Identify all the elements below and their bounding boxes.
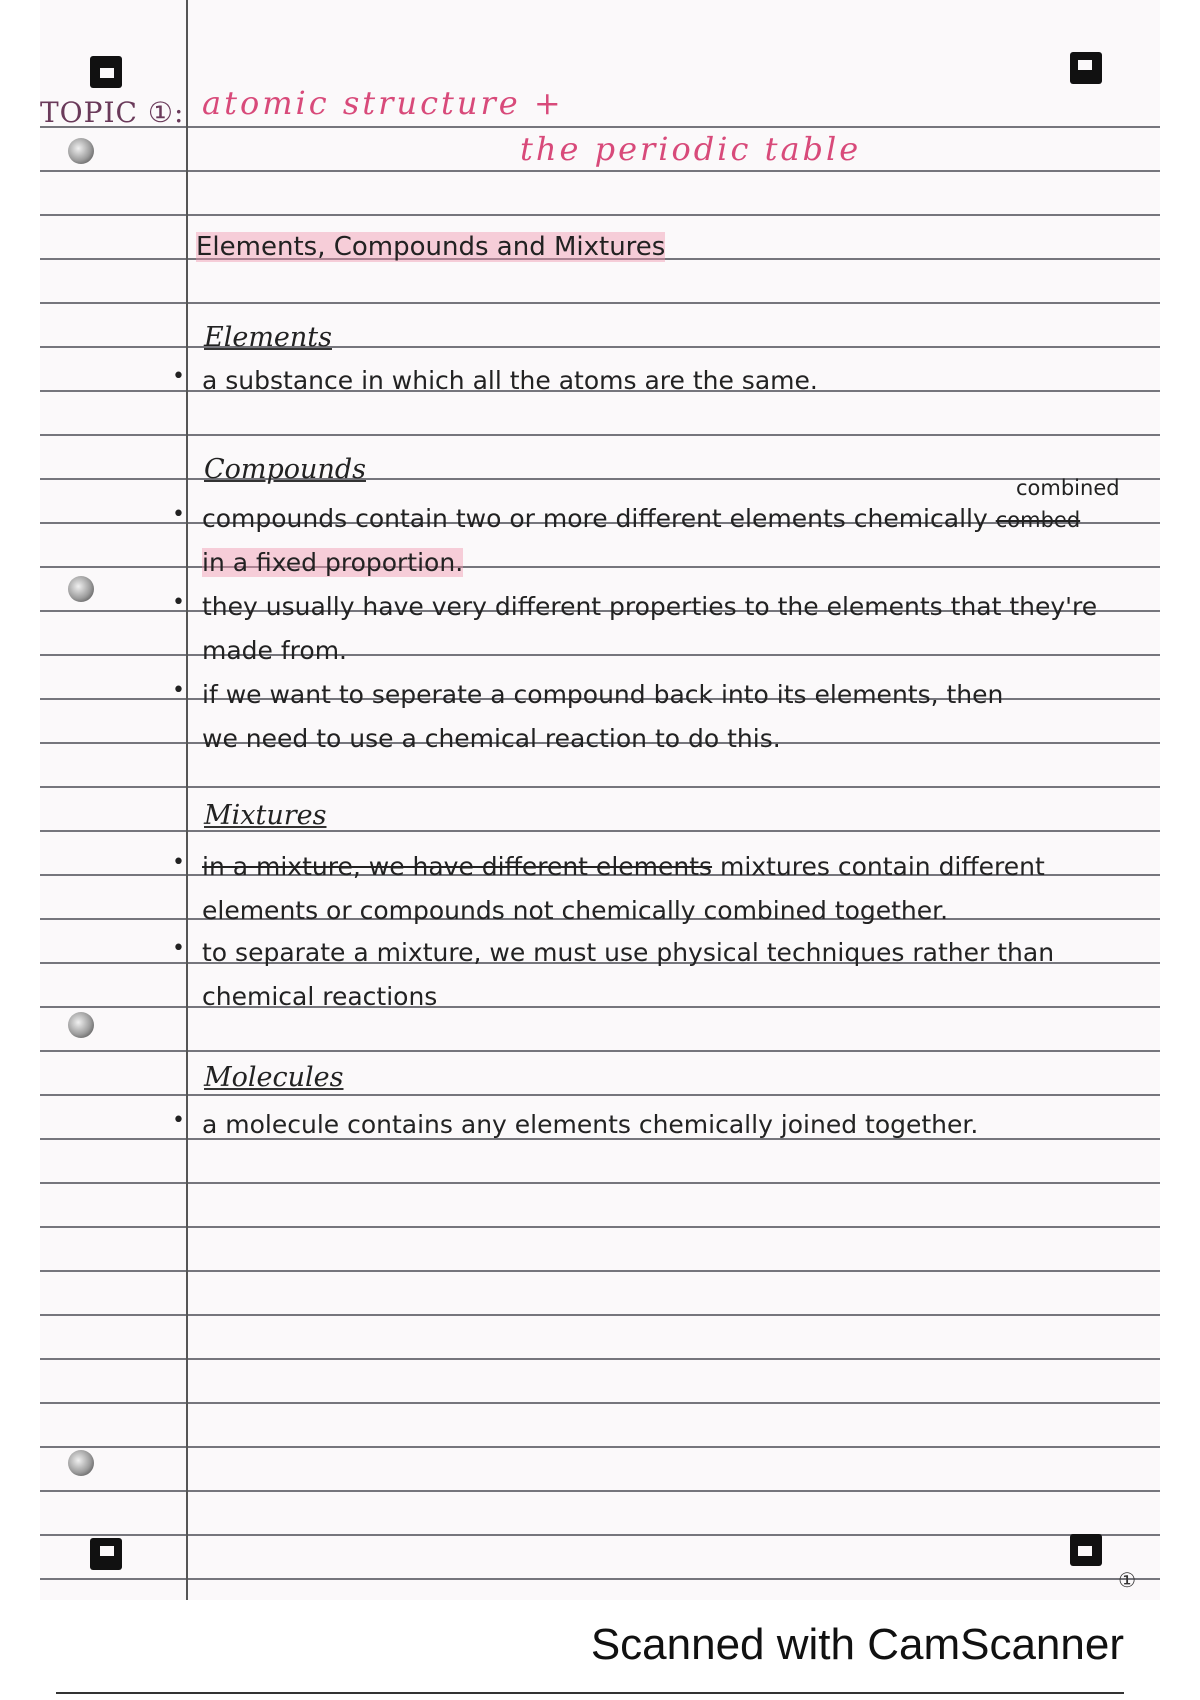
ruled-line [40,786,1160,788]
page-heading: Elements, Compounds and Mixtures [196,232,666,262]
ruled-line [40,302,1160,304]
mixtures-line-2: elements or compounds not chemically combined together. [202,896,949,925]
corner-marker-icon [1070,1534,1102,1566]
topic-title-line2: the periodic table [520,130,862,168]
compounds-line-6: we need to use a chemical reaction to do this. [202,724,781,753]
punch-hole [68,576,94,602]
page-number: ① [1118,1568,1136,1592]
elements-line-1: a substance in which all the atoms are the same. [202,366,818,395]
margin-line [186,0,188,1600]
compounds-correction: combined [1016,476,1120,500]
corner-marker-icon [90,1538,122,1570]
corner-marker-icon [1070,52,1102,84]
scanner-watermark: Scanned with CamScanner [590,1620,1124,1669]
bullet: • [172,590,185,615]
bottom-rule [56,1692,1124,1694]
bullet: • [172,364,185,389]
bullet: • [172,850,185,875]
ruled-line [40,1402,1160,1404]
ruled-line [40,1094,1160,1096]
mixtures-line-4: chemical reactions [202,982,438,1011]
topic-title-line1: atomic structure + [202,84,564,122]
section-title-elements: Elements [204,322,332,353]
ruled-line [40,1534,1160,1536]
ruled-line [40,214,1160,216]
mixtures-line-1: in a mixture, we have different elements mixtures contain different [202,852,1045,881]
ruled-line [40,1490,1160,1492]
ruled-line [40,1358,1160,1360]
ruled-line [40,1270,1160,1272]
compounds-line-3: they usually have very different properties to the elements that they're [202,592,1098,621]
compounds-line-2: in a fixed proportion. [202,548,464,577]
mixtures-line-3: to separate a mixture, we must use physical techniques rather than [202,938,1055,967]
ruled-line [40,170,1160,172]
bullet: • [172,936,185,961]
compounds-line-1: compounds contain two or more different elements chemically combed [202,504,1081,533]
section-title-mixtures: Mixtures [204,800,327,831]
punch-hole [68,1450,94,1476]
bullet: • [172,1108,185,1133]
ruled-line [40,434,1160,436]
ruled-line [40,1578,1160,1580]
section-title-compounds: Compounds [204,454,366,485]
notebook-page [40,0,1160,1600]
molecules-line-1: a molecule contains any elements chemically joined together. [202,1110,979,1139]
punch-hole [68,1012,94,1038]
compounds-line-4: made from. [202,636,347,665]
topic-label: TOPIC ①: [40,96,185,129]
ruled-line [40,1446,1160,1448]
section-title-molecules: Molecules [204,1062,344,1093]
ruled-line [40,1314,1160,1316]
ruled-line [40,1226,1160,1228]
bullet: • [172,678,185,703]
compounds-line-5: if we want to seperate a compound back into its elements, then [202,680,1004,709]
corner-marker-icon [90,56,122,88]
ruled-line [40,126,1160,128]
bullet: • [172,502,185,527]
punch-hole [68,138,94,164]
ruled-line [40,1182,1160,1184]
ruled-line [40,1050,1160,1052]
